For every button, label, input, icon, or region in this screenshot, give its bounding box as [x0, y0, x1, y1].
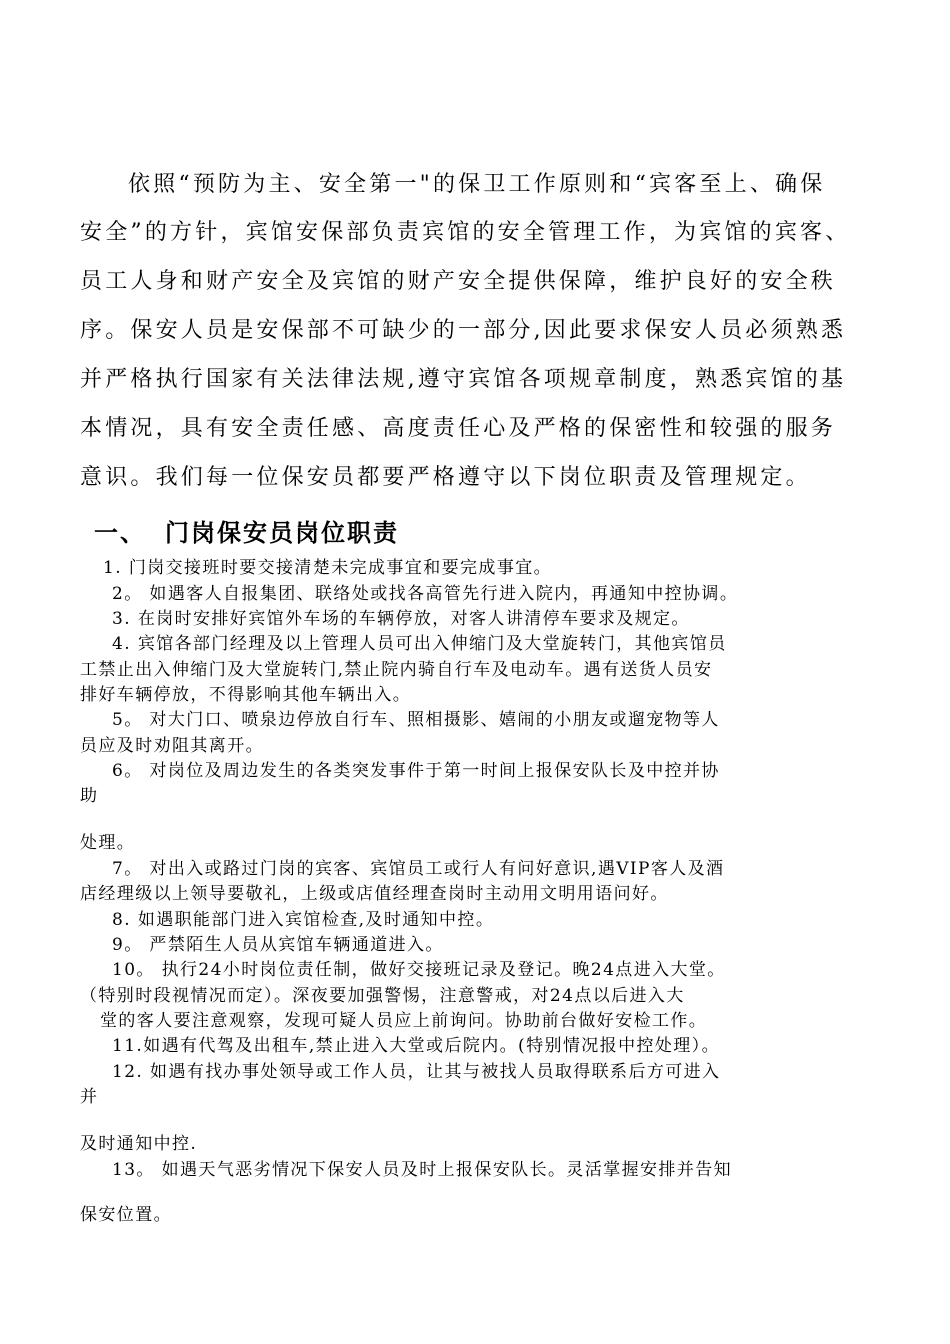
list-item: 10。 执行24小时岗位责任制，做好交接班记录及登记。晚24点进入大堂。	[112, 960, 726, 980]
list-item: 排好车辆停放，不得影响其他车辆出入。	[80, 685, 412, 705]
list-item: 及时通知中控.	[80, 1134, 198, 1154]
list-item: 5。 对大门口、喷泉边停放自行车、照相摄影、嬉闹的小朋友或遛宠物等人	[112, 710, 720, 730]
section-number: 一、	[94, 518, 146, 547]
list-item: 3. 在岗时安排好宾馆外车场的车辆停放，对客人讲清停车要求及规定。	[112, 609, 690, 629]
list-item: （特别时段视情况而定）。深夜要加强警惕，注意警戒，对24点以后进入大	[80, 986, 685, 1006]
list-item: 2。 如遇客人自报集团、联络处或找各高管先行进入院内，再通知中控协调。	[112, 584, 739, 604]
list-item: 员应及时劝阻其离开。	[80, 736, 264, 756]
list-item: 9。 严禁陌生人员从宾馆车辆通道进入。	[112, 935, 444, 955]
list-item: 13。 如遇天气恶劣情况下保安人员及时上报保安队长。灵活掌握安排并告知	[112, 1160, 733, 1180]
list-item: 店经理级以上领导要敬礼，上级或店值经理查岗时主动用文明用语问好。	[80, 884, 669, 904]
list-item: 12. 如遇有找办事处领导或工作人员，让其与被找人员取得联系后方可进入	[112, 1062, 721, 1082]
list-item: 8. 如遇职能部门进入宾馆检查,及时通知中控。	[112, 910, 495, 930]
list-item: 助	[80, 786, 99, 806]
intro-line: 意识。我们每一位保安员都要严格遵守以下岗位职责及管理规定。	[80, 465, 811, 490]
list-item: 处理。	[80, 833, 136, 853]
intro-line: 并严格执行国家有关法律法规,遵守宾馆各项规章制度，熟悉宾馆的基	[80, 367, 847, 392]
intro-line: 序。保安人员是安保部不可缺少的一部分,因此要求保安人员必须熟悉	[80, 318, 847, 343]
intro-line: 本情况，具有安全责任感、高度责任心及严格的保密性和较强的服务	[80, 416, 837, 441]
list-item: 1. 门岗交接班时要交接清楚未完成事宜和要完成事宜。	[103, 558, 553, 578]
intro-line: 安全”的方针，宾馆安保部负责宾馆的安全管理工作，为宾馆的宾客、	[80, 220, 851, 245]
list-item: 保安位置。	[80, 1205, 172, 1225]
list-item: 工禁止出入伸缩门及大堂旋转门,禁止院内骑自行车及电动车。遇有送货人员安	[80, 660, 713, 680]
list-item: 11.如遇有代驾及出租车,禁止进入大堂或后院内。(特别情况报中控处理）。	[112, 1036, 720, 1056]
intro-line: 依照“预防为主、安全第一"的保卫工作原则和“宾客至上、确保	[128, 172, 826, 197]
section-title: 门岗保安员岗位职责	[165, 518, 399, 547]
list-item: 堂的客人要注意观察，发现可疑人员应上前询问。协助前台做好安检工作。	[100, 1011, 708, 1031]
list-item: 并	[80, 1087, 99, 1107]
list-item: 6。 对岗位及周边发生的各类突发事件于第一时间上报保安队长及中控并协	[112, 761, 720, 781]
list-item: 7。 对出入或路过门岗的宾客、宾馆员工或行人有问好意识,遇VIP客人及酒	[112, 859, 725, 879]
list-item: 4. 宾馆各部门经理及以上管理人员可出入伸缩门及大堂旋转门，其他宾馆员	[112, 634, 727, 654]
intro-line: 员工人身和财产安全及宾馆的财产安全提供保障，维护良好的安全秩	[80, 269, 837, 294]
